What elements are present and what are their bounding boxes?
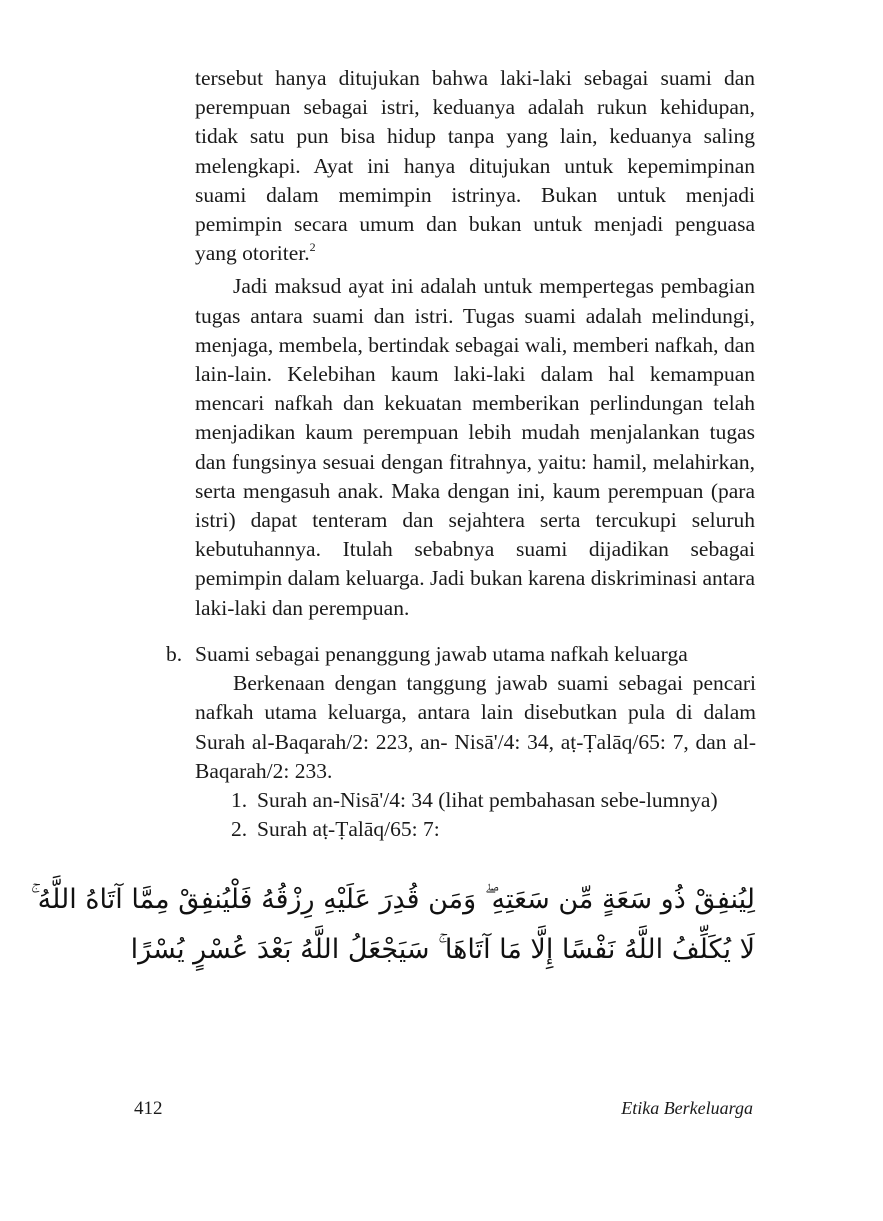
- section-b-title: Suami sebagai penanggung jawab utama nafkah keluarga: [195, 642, 688, 666]
- list-item-text: Surah aṭ-Ṭalāq/65: 7:: [257, 817, 440, 842]
- arabic-verse-line-2: لَا يُكَلِّفُ اللَّهُ نَفْسًا إِلَّا مَا آتَاهَا ۚ سَيَجْعَلُ اللَّهُ بَعْدَ عُسْرٍ يُسْرًا: [130, 934, 755, 965]
- footnote-marker[interactable]: 2: [309, 240, 316, 255]
- section-b-letter: b.: [166, 642, 183, 666]
- list-item: [231, 786, 756, 815]
- paragraph-1: [195, 64, 755, 268]
- section-b-heading: [166, 640, 756, 669]
- main-text-column: [195, 64, 755, 623]
- paragraph-1-text: tersebut hanya ditujukan bahwa laki-laki sebagai suami dan perempuan sebagai istri, keduanya adalah rukun kehidupan, tidak satu pun bisa hidup tanpa yang lain, keduanya saling melengkapi. Ayat ini hanya ditujukan untuk kepemimpinan suami dalam memimpin istrinya. Bukan untuk menjadi pemimpin secara umum dan bukan untuk menjadi penguasa yang otoriter.: [195, 66, 755, 266]
- arabic-verse-line-1: لِيُنفِقْ ذُو سَعَةٍ مِّن سَعَتِهِ ۖ وَمَن قُدِرَ عَلَيْهِ رِزْقُهُ فَلْيُنفِقْ مِمَّا آتَاهُ اللَّهُ ۚ: [30, 884, 755, 915]
- list-item-text: Surah an-Nisā'/4: 34 (lihat pembahasan sebe-lumnya): [257, 788, 718, 813]
- section-b: [166, 640, 756, 844]
- running-title: Etika Berkeluarga: [621, 1098, 753, 1118]
- arabic-verse: [30, 875, 755, 975]
- list-item-number: 2.: [231, 817, 248, 842]
- list-item: [231, 815, 756, 844]
- section-b-body: Berkenaan dengan tanggung jawab suami sebagai pencari nafkah utama keluarga, antara lain disebutkan pula di dalam Surah al-Baqarah/2: 223, an- Nisā'/4: 34, aṭ-Ṭalāq/65: 7, dan al-Baqarah/2: 233.: [195, 671, 756, 783]
- paragraph-2: Jadi maksud ayat ini adalah untuk mempertegas pembagian tugas antara suami dan istri. Tugas suami adalah melindungi, menjaga, membela, bertindak sebagai wali, memberi nafkah, dan lain-lain. Kelebihan kaum laki-laki dalam hal kemampuan mencari nafkah dan kekuatan memberikan perlindungan telah menjadikan kaum perempuan lebih mudah menjalankan tugas dan fungsinya sesuai dengan fitrahnya, yaitu: hamil, melahirkan, serta mengasuh anak. Maka dengan ini, kaum perempuan (para istri) dapat tenteram dan sejahtera serta tercukupi seluruh kebutuhannya. Itulah sebabnya suami dijadikan sebagai pemimpin dalam keluarga. Jadi bukan karena diskriminasi antara laki-laki dan perempuan.: [195, 274, 755, 620]
- page-number: 412: [134, 1098, 163, 1119]
- list-item-number: 1.: [231, 788, 248, 813]
- numbered-list: [231, 786, 756, 844]
